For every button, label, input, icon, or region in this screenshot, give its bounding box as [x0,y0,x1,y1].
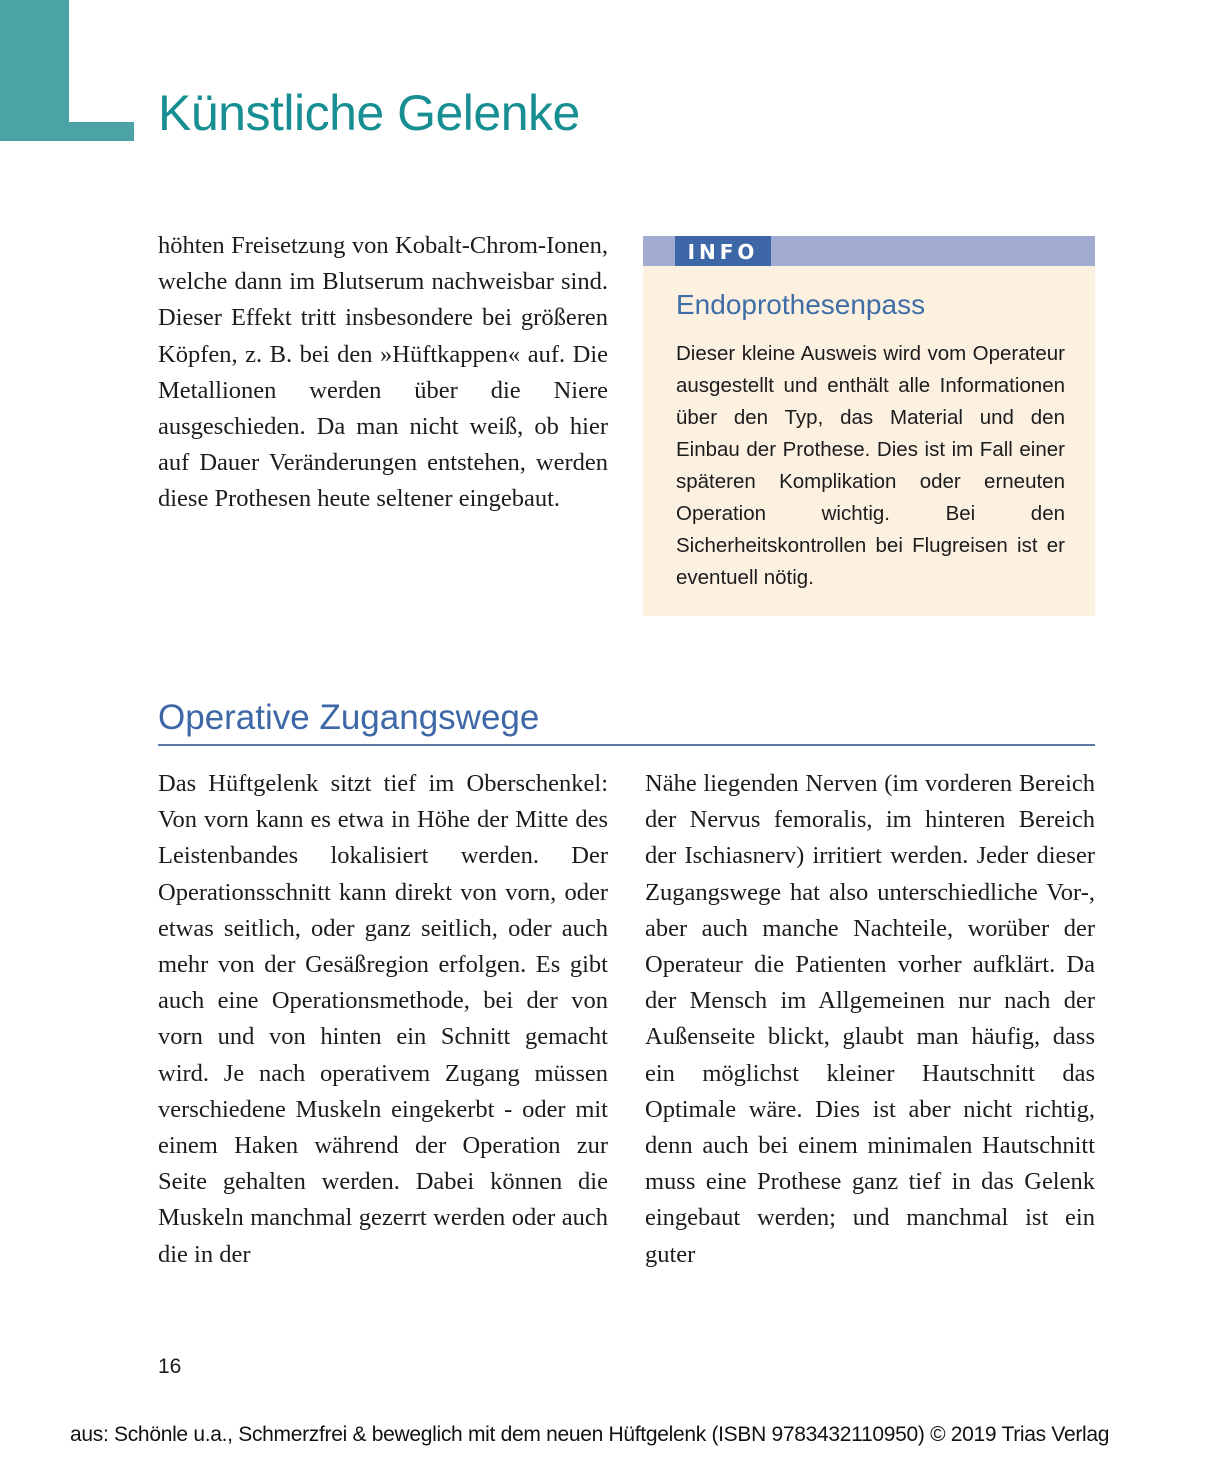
section-title: Operative Zugangswege [158,698,540,737]
info-box-header-bar [643,236,1095,266]
intro-paragraph: höhten Freisetzung von Kobalt-Chrom-Ionen, welche dann im Blutserum nachweisbar sind. Dieser Effekt tritt insbesondere bei größeren Köpfen, z. B. bei den »Hüftkappen« auf. Die Metallionen werden über die Niere ausgeschieden. Da man nicht weiß, ob hier auf Dauer Veränderungen entstehen, werden diese Prothesen heute seltener eingebaut. [158,232,608,513]
body-column-right [645,766,1095,1273]
body-paragraph-right: Nähe liegenden Nerven (im vorderen Bereich der Nervus femoralis, im hinteren Bereich der Ischiasnerv) irritiert werden. Jeder dieser Zugangswege hat also unterschiedliche Vor-, aber auch manche Nachteile, worüber der Operateur die Patienten vorher aufklärt. Da der Mensch im Allgemeinen nur nach der Außenseite blickt, glaubt man häufig, dass ein möglichst kleiner Hautschnitt das Optimale wäre. Dies ist aber nicht richtig, denn auch bei einem minimalen Hautschnitt muss eine Prothese ganz tief in das Gelenk eingebaut werden; und manchmal ist ein guter [645,770,1095,1268]
info-box [643,236,1095,616]
footer-credit: aus: Schönle u.a., Schmerzfrei & beweglich mit dem neuen Hüftgelenk (ISBN 9783432110950) © 2019 Trias Verlag [70,1423,1110,1446]
body-column-left [158,766,608,1273]
body-paragraph-left: Das Hüftgelenk sitzt tief im Oberschenkel: Von vorn kann es etwa in Höhe der Mitte des Leistenbandes lokalisiert werden. Der Operationsschnitt kann direkt von vorn, oder etwas seitlich, oder ganz seitlich, oder auch mehr von der Gesäßregion erfolgen. Es gibt auch eine Operationsmethode, bei der von vorn und von hinten ein Schnitt gemacht wird. Je nach operativem Zugang müssen verschiedene Muskeln eingekerbt - oder mit einem Haken während der Operation zur Seite gehalten werden. Dabei können die Muskeln manchmal gezerrt werden oder auch die in der [158,770,608,1268]
section-divider [158,744,1095,746]
chapter-accent-bar-horizontal [0,122,134,141]
page-number: 16 [158,1355,182,1378]
info-box-title: Endoprothesenpass [676,289,926,320]
info-box-text: Dieser kleine Ausweis wird vom Operateur ausgestellt und enthält alle Informationen über den Typ, das Material und den Einbau der Prothese. Dies ist im Fall einer späteren Komplikation oder erneuten Operation wichtig. Bei den Sicherheitskontrollen bei Flugreisen ist er eventuell nötig. [676,341,1065,589]
intro-column [158,228,608,518]
chapter-accent-bar-vertical [0,0,69,141]
info-tag-badge: INFO [675,236,771,266]
chapter-title: Künstliche Gelenke [158,85,580,141]
